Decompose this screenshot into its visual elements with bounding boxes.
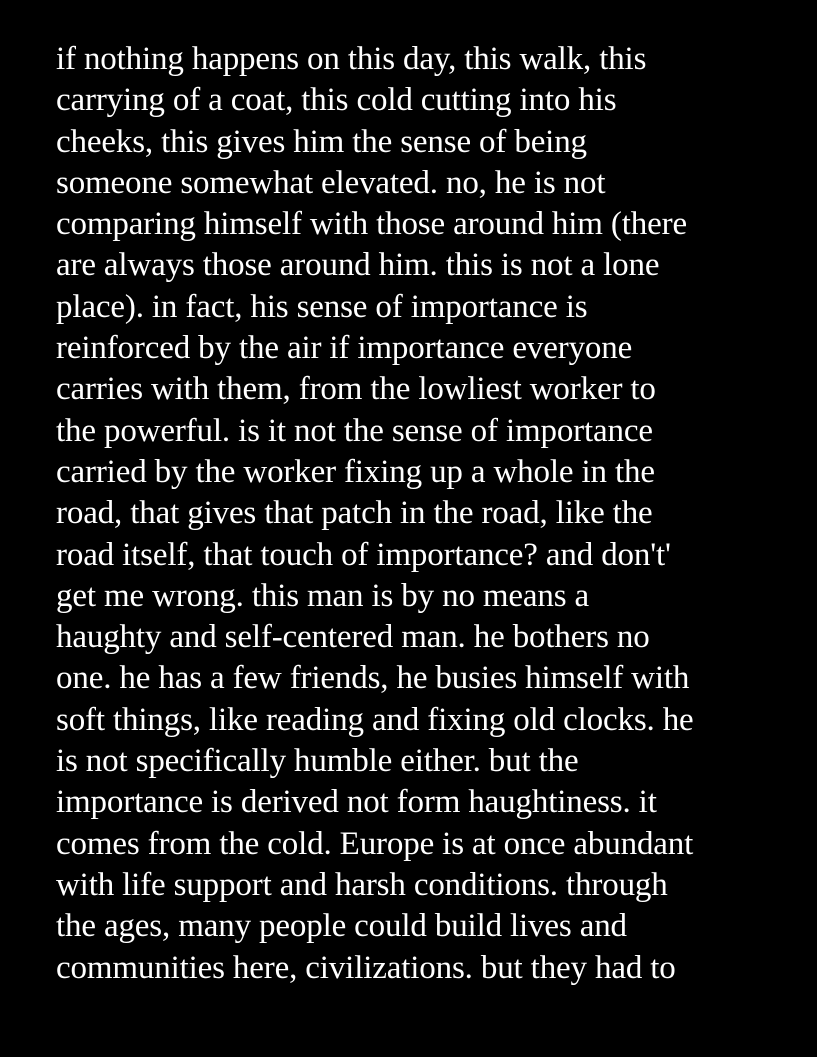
text-line: someone somewhat elevated. no, he is not	[56, 164, 606, 201]
text-line: get me wrong. this man is by no means a	[56, 577, 590, 614]
text-line: cheeks, this gives him the sense of being	[56, 123, 587, 160]
text-line: are always those around him. this is not a lone	[56, 247, 660, 284]
text-line: importance is derived not form haughtiness. it	[56, 784, 657, 821]
text-line: the powerful. is it not the sense of importance	[56, 412, 653, 449]
text-line: communities here, civilizations. but they had to	[56, 949, 676, 986]
text-line: soft things, like reading and fixing old clocks. he	[56, 701, 694, 738]
text-line: place). in fact, his sense of importance is	[56, 288, 588, 325]
text-line: comparing himself with those around him (there	[56, 206, 687, 243]
text-line: is not specifically humble either. but the	[56, 743, 579, 780]
text-line: reinforced by the air if importance everyone	[56, 330, 633, 367]
text-line: haughty and self-centered man. he bothers no	[56, 619, 650, 656]
text-line: carries with them, from the lowliest worker to	[56, 371, 656, 408]
text-line: comes from the cold. Europe is at once abundant	[56, 825, 694, 862]
text-line: carrying of a coat, this cold cutting into his	[56, 82, 617, 119]
text-line: one. he has a few friends, he busies himself with	[56, 660, 690, 697]
text-line: road itself, that touch of importance? and don't'	[56, 536, 671, 573]
text-line: if nothing happens on this day, this walk, this	[56, 41, 647, 77]
text-line: the ages, many people could build lives and	[56, 908, 627, 945]
body-text	[56, 39, 796, 989]
text-line: with life support and harsh conditions. through	[56, 866, 668, 903]
text-line: road, that gives that patch in the road, like the	[56, 495, 653, 532]
text-line: carried by the worker fixing up a whole in the	[56, 453, 655, 490]
